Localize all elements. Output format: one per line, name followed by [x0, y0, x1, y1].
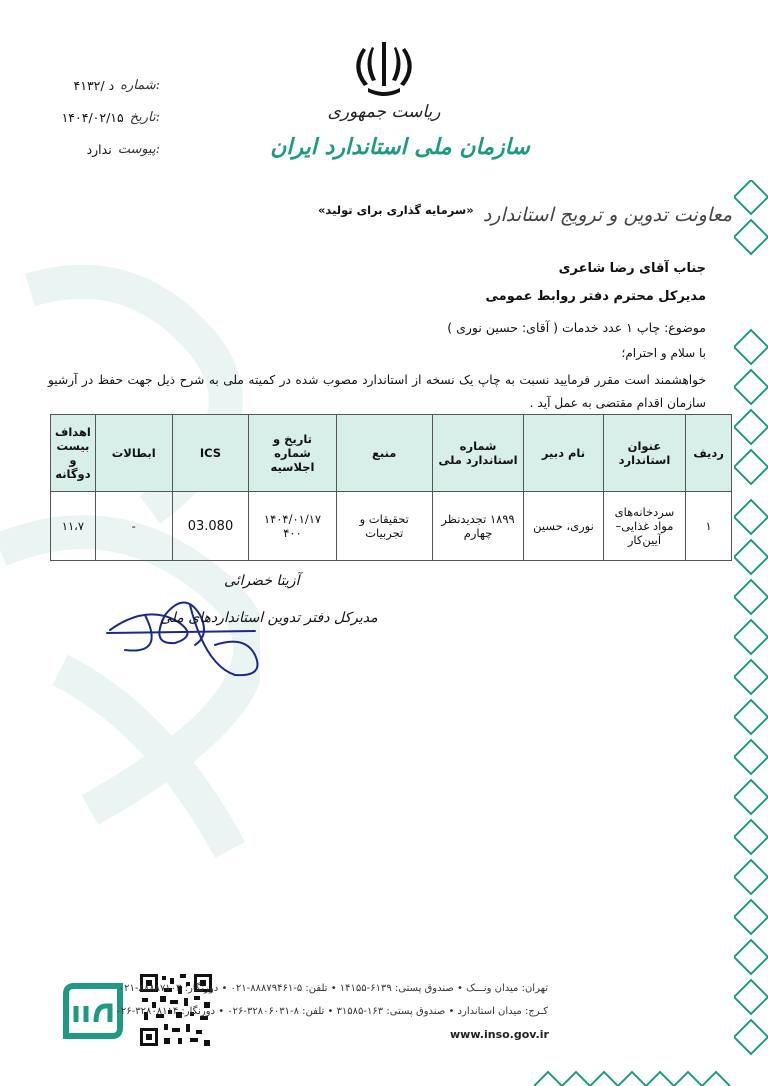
signatory-title: مدیرکل دفتر تدوین استانداردهای ملی: [160, 610, 378, 626]
meta-attachment: [52, 134, 160, 166]
col-secretary: نام دبیر: [524, 415, 603, 492]
meta-number-label: شماره:: [120, 78, 160, 93]
col-row-number: ردیف: [686, 415, 732, 492]
meta-attachment-value: ندارد: [86, 142, 112, 157]
meta-date-value: ۱۴۰۴/۰۲/۱۵: [61, 110, 124, 125]
addressee-title: مدیرکل محترم دفتر روابط عمومی: [485, 289, 706, 304]
col-standard-title: عنوان استاندارد: [603, 415, 685, 492]
meta-number: [52, 70, 160, 102]
letter-body: خواهشمند است مقرر فرمایید نسبت به چاپ یک نسخه از استاندارد مصوب شده در کمیته ملی به شرح ذیل جهت حفظ در آرشیو سازمان اقدام مقتضی به عمل آید .: [48, 373, 706, 410]
col-source: منبع: [336, 415, 432, 492]
cell-standard-number: ۱۸۹۹ تجدیدنظر چهارم: [432, 492, 523, 561]
cell-ics: 03.080: [172, 492, 249, 561]
col-goals: اهداف بیست و دوگانه: [51, 415, 96, 492]
cell-standard-title: سردخانه‌های مواد غذایی– آیین‌کار: [603, 492, 685, 561]
cell-cancellations: -: [95, 492, 172, 561]
meta-date-label: تاریخ:: [129, 110, 160, 125]
deputy-title: معاونت تدوین و ترویج استاندارد: [482, 204, 732, 226]
footer-tehran-address: تهران: میدان ونـــک • صندوق پستی: ۶۱۳۹-۱۴۱۵۵ • تلفن: ۵-۸۸۸۷۹۴۶۱-۰۲۱ • دورنگار: ۸۸۸۸۷۱۰۳-۰۲۱: [118, 983, 548, 994]
presidency-label: ریاست جمهوری: [327, 102, 441, 122]
cell-source: تحقیقات و تجربیات: [336, 492, 432, 561]
decorative-border-right: [734, 180, 768, 1060]
cell-session: ۱۴۰۴/۰۱/۱۷ ۴۰۰: [249, 492, 336, 561]
cell-row-number: ۱: [686, 492, 732, 561]
meta-number-value: ۴۱۳۲/ د: [73, 78, 115, 93]
signatory-name: آزیتا خضرائی: [224, 573, 300, 589]
slogan: «سرمایه گذاری برای تولید»: [318, 203, 474, 217]
col-standard-number: شماره استاندارد ملی: [432, 415, 523, 492]
table-row: [51, 492, 732, 561]
cell-goals: ۱۱،۷: [51, 492, 96, 561]
decorative-border-bottom: [534, 1058, 734, 1086]
meta-date: [52, 102, 160, 134]
col-session: تاریخ و شماره اجلاسیه: [249, 415, 336, 492]
letter-subject: موضوع: چاپ ۱ عدد خدمات ( آقای: حسین نوری ): [447, 320, 706, 335]
iran-emblem-icon: [352, 38, 416, 98]
col-ics: ICS: [172, 415, 249, 492]
meta-attachment-label: پیوست:: [117, 142, 160, 157]
handwritten-signature: [105, 585, 305, 680]
table-header-row: [51, 415, 732, 492]
addressee-name: جناب آقای رضا شاعری: [558, 261, 706, 276]
letter-meta: [52, 70, 160, 166]
organization-name: سازمان ملی استاندارد ایران: [270, 134, 530, 160]
website-link[interactable]: www.inso.gov.ir: [450, 1028, 549, 1041]
greeting: با سلام و احترام؛: [621, 346, 706, 360]
footer-karaj-address: کـرج: میدان استاندارد • صندوق پستی: ۱۶۳-۳۱۵۸۵ • تلفن: ۸-۳۲۸۰۶۰۳۱-۰۲۶ • دورنگار: ۳۲۸۰۸۱۱۴-۰۲۶: [115, 1006, 548, 1017]
cell-secretary: نوری، حسین: [524, 492, 603, 561]
col-cancellations: ابطالات: [95, 415, 172, 492]
standards-table: [50, 414, 732, 561]
